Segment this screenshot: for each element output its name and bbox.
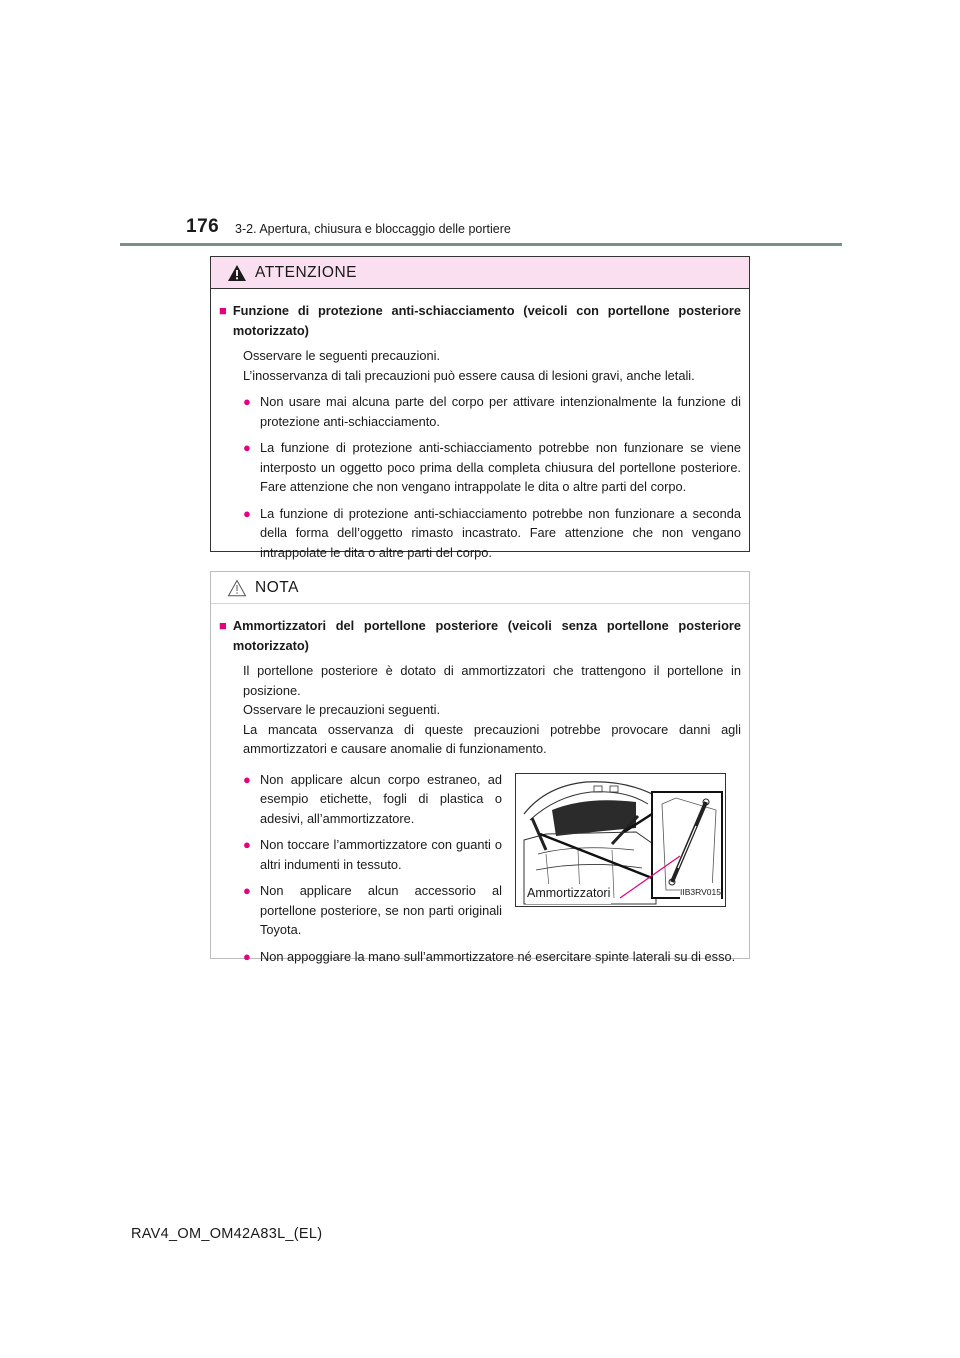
list-item <box>243 504 741 563</box>
square-bullet-icon: ■ <box>219 618 227 633</box>
bullet-dot-icon: ● <box>243 394 251 409</box>
note-title: NOTA <box>255 578 299 596</box>
list-item-text: La funzione di protezione anti-schiacciamento potrebbe non funzionare se viene interposto un oggetto poco prima della completa chiusura del portellone posteriore. Fare attenzione che non vengano intrappolate le dita o altre parti del corpo. <box>260 440 741 494</box>
warning-intro <box>243 346 741 385</box>
section-title: 3-2. Apertura, chiusura e bloccaggio delle portiere <box>235 222 511 236</box>
tailgate-damper-figure <box>515 773 726 907</box>
list-item-text: Non usare mai alcuna parte del corpo per attivare intenzionalmente la funzione di protezione anti-schiacciamento. <box>260 394 741 429</box>
bullet-dot-icon: ● <box>243 883 251 898</box>
note-box <box>210 571 750 964</box>
note-heading <box>219 616 741 655</box>
note-header <box>211 572 749 604</box>
list-item <box>243 835 502 874</box>
caution-triangle-outline-icon <box>227 579 247 597</box>
square-bullet-icon: ■ <box>219 303 227 318</box>
bullet-dot-icon: ● <box>243 948 251 964</box>
figure-label: Ammortizzatori <box>526 884 611 904</box>
note-intro-line: Osservare le precauzioni seguenti. <box>243 702 441 717</box>
figure-code: IIB3RV015 <box>680 883 721 903</box>
list-item-text: Non applicare alcun corpo estraneo, ad esempio etichette, fogli di plastica o adesivi, all’ammortizzatore. <box>260 771 502 826</box>
warning-heading <box>219 301 741 340</box>
bullet-dot-icon: ● <box>243 771 251 787</box>
footer-doc-code: RAV4_OM_OM42A83L_(EL) <box>131 1226 323 1242</box>
list-item <box>243 392 741 431</box>
warning-intro-line: L’inosservanza di tali precauzioni può essere causa di lesioni gravi, anche letali. <box>243 367 695 383</box>
list-item-text: La funzione di protezione anti-schiacciamento potrebbe non funzionare a seconda della forma dell’oggetto rimasto incastrato. Fare attenzione che non vengano intrappolate le dita o altre parti del corpo. <box>260 505 741 560</box>
bullet-dot-icon: ● <box>243 505 251 521</box>
note-intro-line: Il portellone posteriore è dotato di ammortizzatori che trattengono il portellone in posizione. <box>243 663 741 698</box>
bullet-dot-icon: ● <box>243 440 251 455</box>
note-intro <box>243 661 741 759</box>
warning-intro-line: Osservare le seguenti precauzioni. <box>243 348 441 363</box>
warning-box <box>210 256 750 560</box>
list-item <box>243 881 502 940</box>
note-intro-line: La mancata osservanza di queste precauzioni potrebbe provocare danni agli ammortizzatori e causare anomalie di funzionamento. <box>243 721 741 756</box>
bullet-dot-icon: ● <box>243 837 251 852</box>
page-number: 176 <box>186 216 220 237</box>
warning-heading-text: Funzione di protezione anti-schiacciamento (veicoli con portellone posteriore motorizzato) <box>232 303 741 338</box>
list-item <box>243 438 741 497</box>
list-item <box>243 947 741 967</box>
list-item-text: Non toccare l’ammortizzatore con guanti o altri indumenti in tessuto. <box>260 837 502 872</box>
warning-title: ATTENZIONE <box>255 263 358 281</box>
warning-triangle-icon <box>227 264 247 282</box>
warning-header <box>211 257 749 289</box>
list-item-text: Non applicare alcun accessorio al portellone posteriore, se non parti originali Toyota. <box>260 883 502 937</box>
note-heading-text: Ammortizzatori del portellone posteriore (veicoli senza portellone posteriore motorizzato) <box>232 618 741 653</box>
list-item <box>243 770 502 829</box>
list-item-text: Non appoggiare la mano sull’ammortizzatore né esercitare spinte laterali su di esso. <box>260 948 736 964</box>
header-rule <box>120 243 842 246</box>
